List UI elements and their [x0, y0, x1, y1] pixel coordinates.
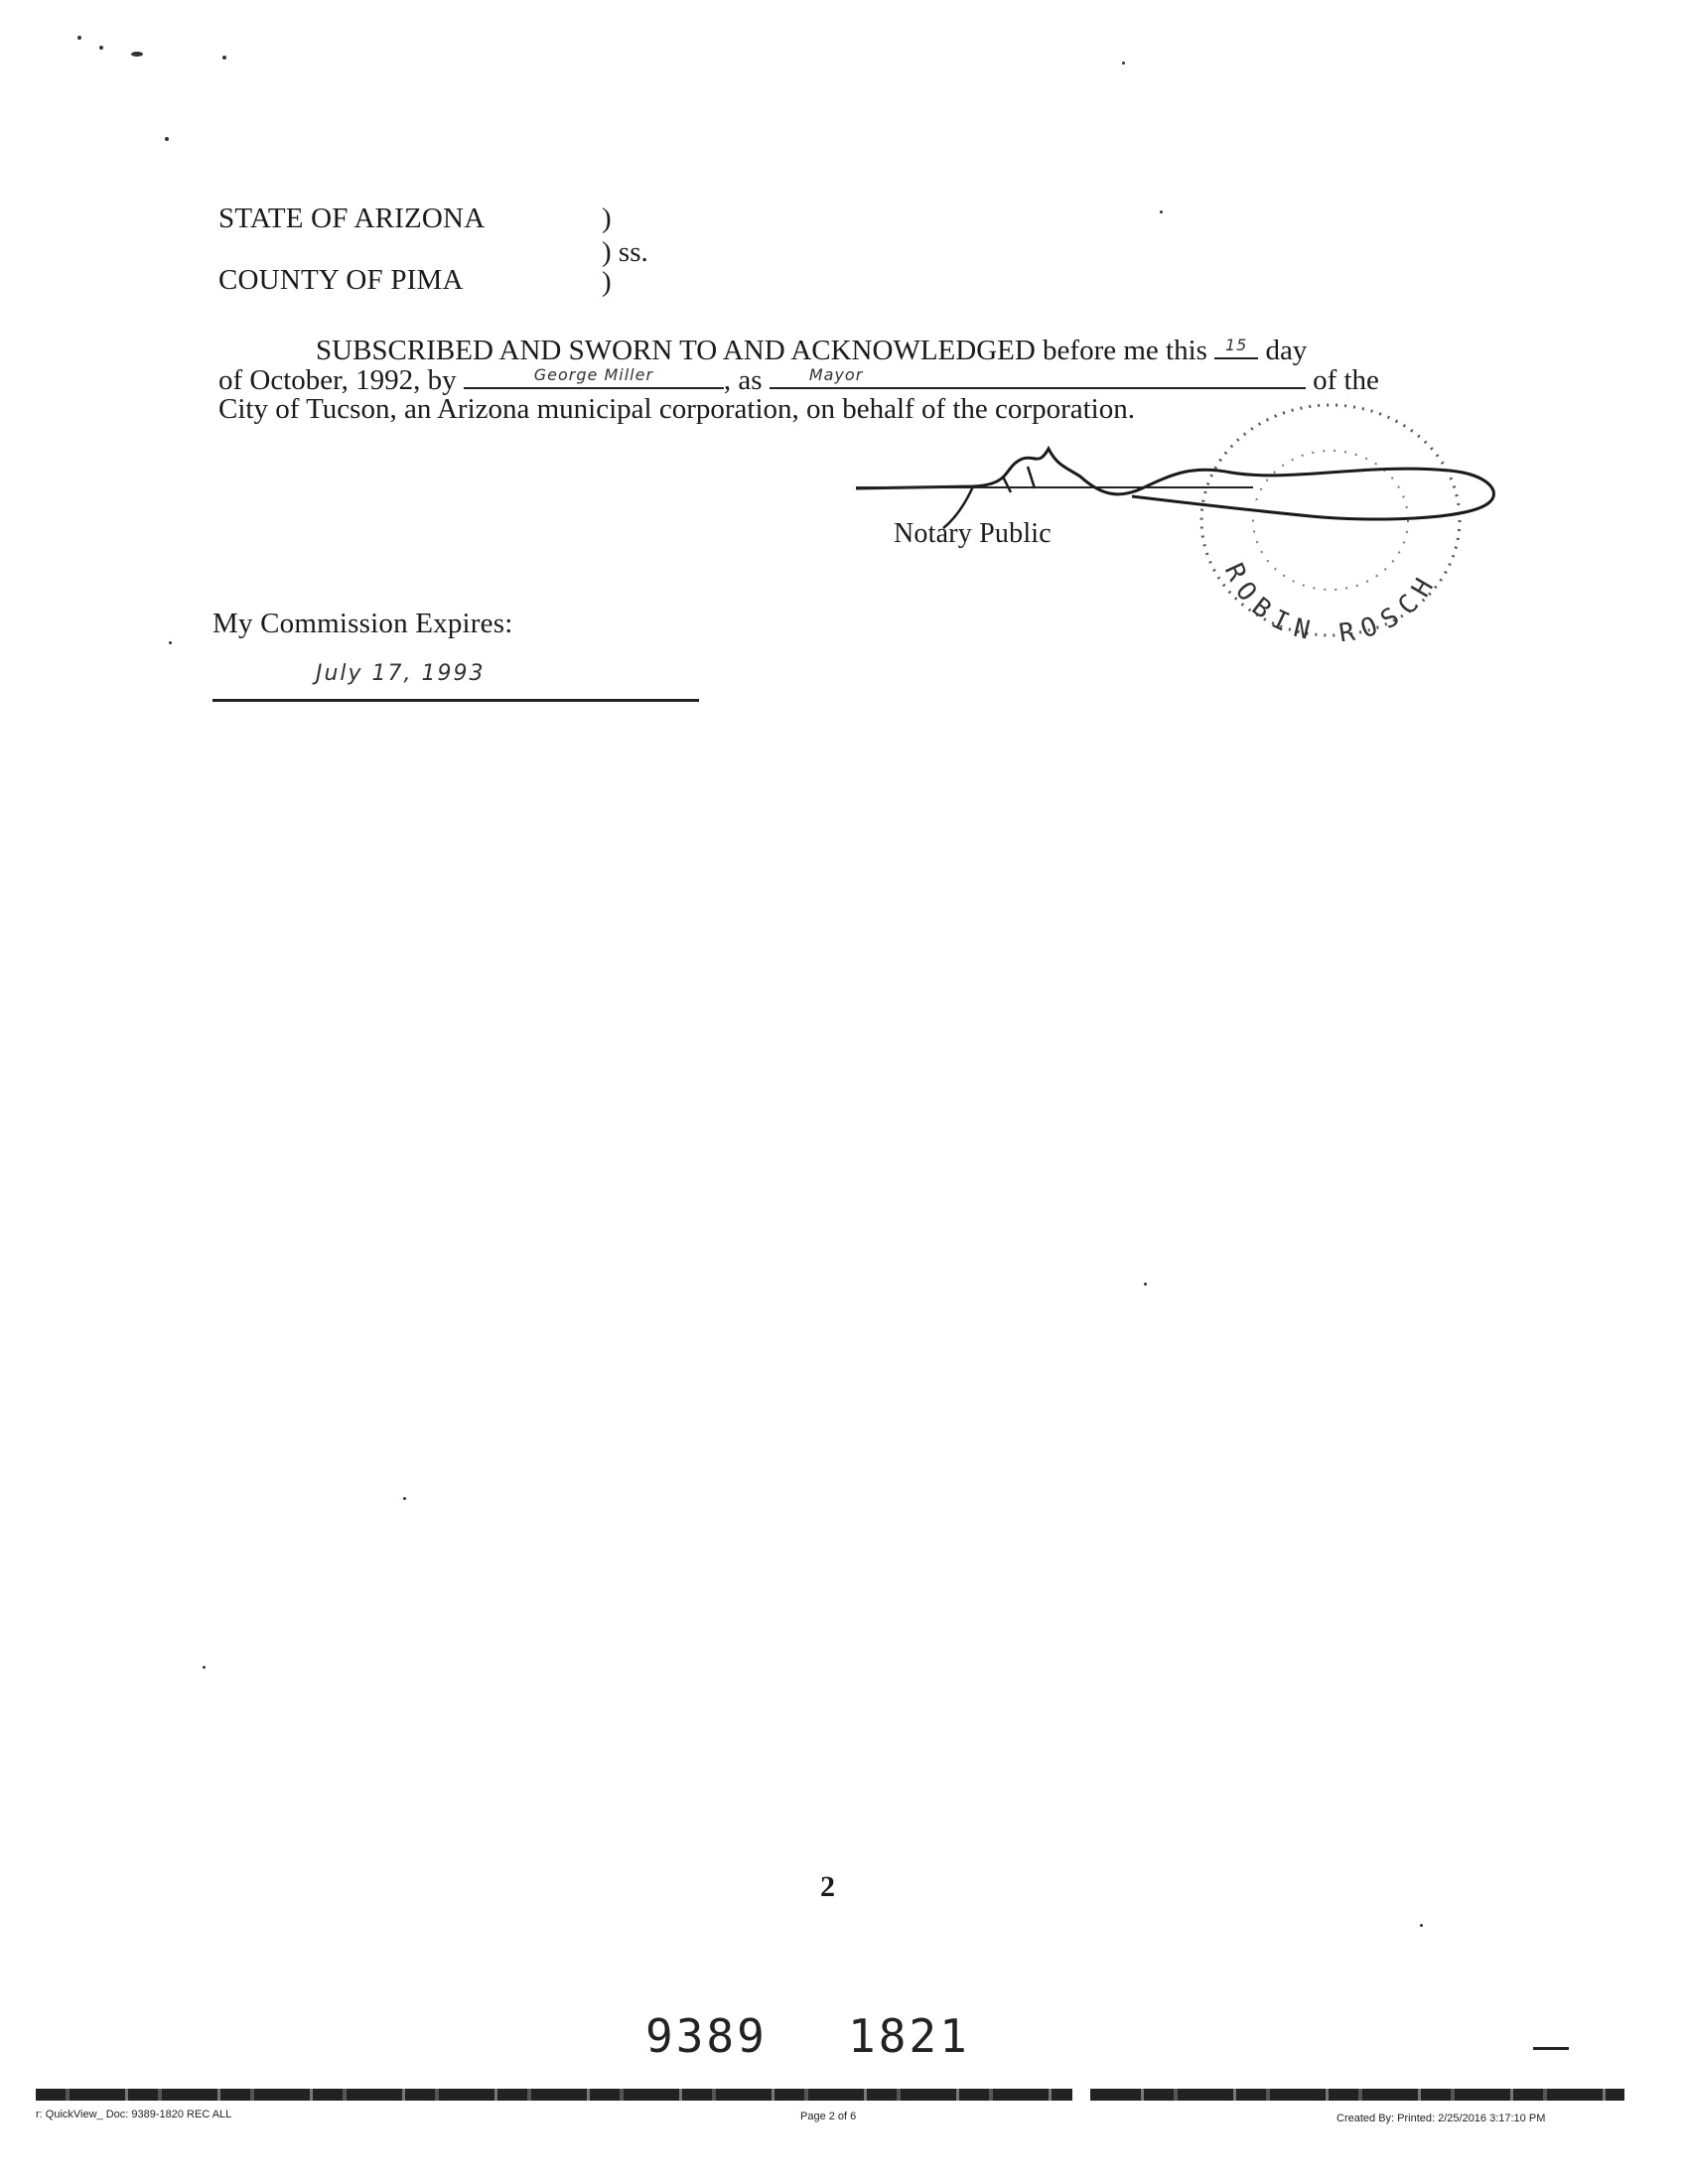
state-label: STATE OF ARIZONA: [218, 203, 486, 234]
scan-speck: [1420, 1924, 1423, 1927]
title-handwritten: Mayor: [808, 365, 864, 384]
venue-ss: ) ss.: [602, 236, 648, 268]
of-the-text: of the: [1313, 364, 1379, 396]
venue-paren-top: ): [602, 203, 612, 234]
record-page-number: 1821: [848, 2009, 970, 2063]
ack-line-2: [218, 361, 1379, 397]
day-blank: [1214, 332, 1258, 359]
scan-bar: [36, 2089, 1624, 2101]
commission-date-handwritten: July 17, 1993: [316, 661, 486, 686]
footer-page-info: Page 2 of 6: [800, 2111, 857, 2122]
scan-speck: [99, 46, 103, 50]
svg-text:ROBIN ROSCH: [1218, 559, 1445, 641]
venue-paren-bottom: ): [602, 266, 612, 298]
record-docket-number: 9389: [645, 2009, 768, 2063]
day-word: day: [1265, 335, 1308, 366]
ack-line-1-text: SUBSCRIBED AND SWORN TO AND ACKNOWLEDGED before me this: [316, 335, 1207, 366]
footer-print-info: Created By: Printed: 2/25/2016 3:17:10 PM: [1336, 2113, 1546, 2124]
notary-signature-line: [856, 486, 1253, 488]
signer-blank: [464, 361, 724, 389]
scan-speck: [222, 56, 226, 60]
commission-expires-label: My Commission Expires:: [212, 608, 513, 639]
margin-dash: [1533, 2047, 1569, 2050]
scan-bar-gap: [1072, 2089, 1090, 2101]
page-number: 2: [820, 1870, 835, 1903]
footer-doc-info: r: QuickView_ Doc: 9389-1820 REC ALL: [36, 2109, 232, 2120]
scan-speck: [77, 36, 81, 40]
scan-speck: [1160, 210, 1163, 213]
scan-speck: [203, 1666, 206, 1669]
scan-speck: [1144, 1283, 1147, 1286]
title-blank: [770, 361, 1306, 389]
scan-speck: [169, 641, 172, 644]
ack-line-3: City of Tucson, an Arizona municipal corporation, on behalf of the corporation.: [218, 393, 1135, 425]
scan-speck: [131, 52, 143, 57]
scan-speck: [403, 1497, 406, 1500]
ack-line-2-prefix: of October, 1992, by: [218, 364, 457, 396]
scan-speck: [165, 137, 169, 141]
scan-speck: [1122, 62, 1125, 65]
signer-handwritten: George Miller: [533, 365, 654, 384]
day-handwritten: 15: [1225, 336, 1248, 354]
seal-text: ROBIN ROSCH: [1217, 559, 1445, 641]
notary-public-label: Notary Public: [894, 518, 1052, 549]
as-word: , as: [723, 364, 763, 396]
county-label: COUNTY OF PIMA: [218, 264, 464, 296]
commission-date-line: [212, 699, 699, 702]
